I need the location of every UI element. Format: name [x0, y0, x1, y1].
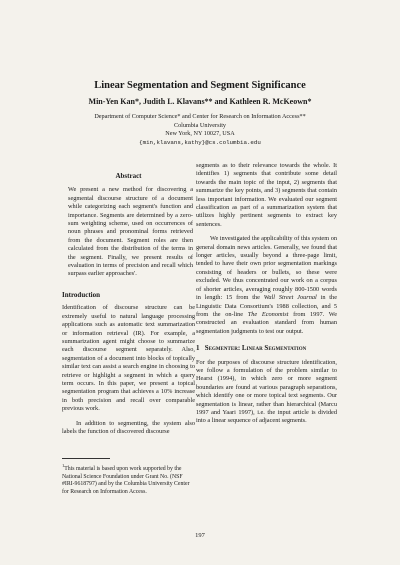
body-paragraph-corpus [196, 235, 337, 336]
paper-authors: Min-Yen Kan*, Judith L. Klavans** and Kathleen R. McKeown* [88, 97, 312, 106]
corpus-text-1: We investigated the applicability of this system on general domain news articles. Generally, we found that longer articles, usually beyond a three-page limit, tended to have their own prior segmentation markings consisting of headers or bullets, so these were excluded. We thus concentrated our work on a corpus of shorter articles, averaging roughly 800-1500 words in length: 15 from the [196, 235, 337, 302]
affiliation-block [0, 113, 400, 147]
corpus-text-2: in the Linguistic Data Consortium's 1988 collection, and 5 from the on-line [196, 294, 337, 318]
section-1-paragraph: For the purposes of discourse structure identification, we follow a formulation of the problem similar to Hearst (1994), in which zero or more segment boundaries are found at various paragraph separations, which identify one or more topical text segments. Our segmentation is linear, rather than hierarchical (Marcu 1997 and Yaari 1997), i.e. the input article is divided into a linear sequence of adjacent segments. [196, 358, 337, 425]
body-paragraph-segments: segments as to their relevance towards the whole. It identifies 1) segments that contribute some detail towards the main topic of the input, 2) segments that summarize the key points, and 3) segments that contain less important information. We evaluated our segment classification as part of a summarization system that utilizes highly pertinent segments to extract key sentences. [196, 162, 337, 228]
affiliation-email: {min,klavans,kathy}@cs.columbia.edu [139, 138, 261, 146]
corpus-text-3: from 1997. We constructed an evaluation standard from human segmentation judgments to test our output. [196, 310, 337, 335]
abstract-heading: Abstract [115, 172, 142, 180]
abstract-body: We present a new method for discovering a segmental discourse structure of a document while categorizing each segment's function and importance. Segments are determined by a zero-sum weighting scheme, used on occurrences of noun phrases and pronominal forms retrieved from the document. Segment roles are then calculated from the distribution of the terms in the segment. Finally, we present results of evaluation in terms of precision and recall which surpass earlier approaches'. [68, 186, 193, 278]
section-number: 1 [196, 344, 200, 353]
affiliation-address: New York, NY 10027, USA [165, 130, 235, 138]
right-column [196, 162, 337, 426]
affiliation-university: Columbia University [173, 121, 227, 129]
page-number: 197 [195, 532, 205, 539]
corpus-source-economist: The Economist [247, 310, 289, 318]
footnote-text: This material is based upon work supported by the National Science Foundation under Grant No. (NSF #IRI-9618797) and by the Columbia University Center for Research on Information Access. [62, 465, 190, 495]
footnote-divider [62, 458, 110, 459]
left-column [62, 170, 195, 436]
footnote-mark: 1 [62, 463, 65, 468]
corpus-source-wsj: Wall Street Journal [263, 294, 317, 302]
introduction-paragraph-1: Identification of discourse structure can be extremely useful to natural language processing applications such as automatic text summarization or information retrieval (IR). For example, a summarization agent might choose to summarize each discourse segment separately. Also, segmentation of a document into blocks of topically similar text can assist a search engine in choosing to retrieve or highlight a segment in which a query term occurs. In this paper, we present a topical segmentation program that achieves a 10% increase in both precision and recall over comparable previous work. [62, 304, 195, 413]
section-1-heading [196, 344, 337, 352]
footnote [62, 462, 195, 496]
affiliation-department: Department of Computer Science* and Center for Research on Information Access** [94, 113, 306, 120]
paper-title: Linear Segmentation and Segment Significance [94, 80, 306, 91]
section-title: Segmenter: Linear Segmentation [204, 344, 307, 353]
introduction-heading: Introduction [62, 290, 100, 299]
introduction-paragraph-2: In addition to segmenting, the system also labels the function of discovered discourse [62, 419, 195, 435]
